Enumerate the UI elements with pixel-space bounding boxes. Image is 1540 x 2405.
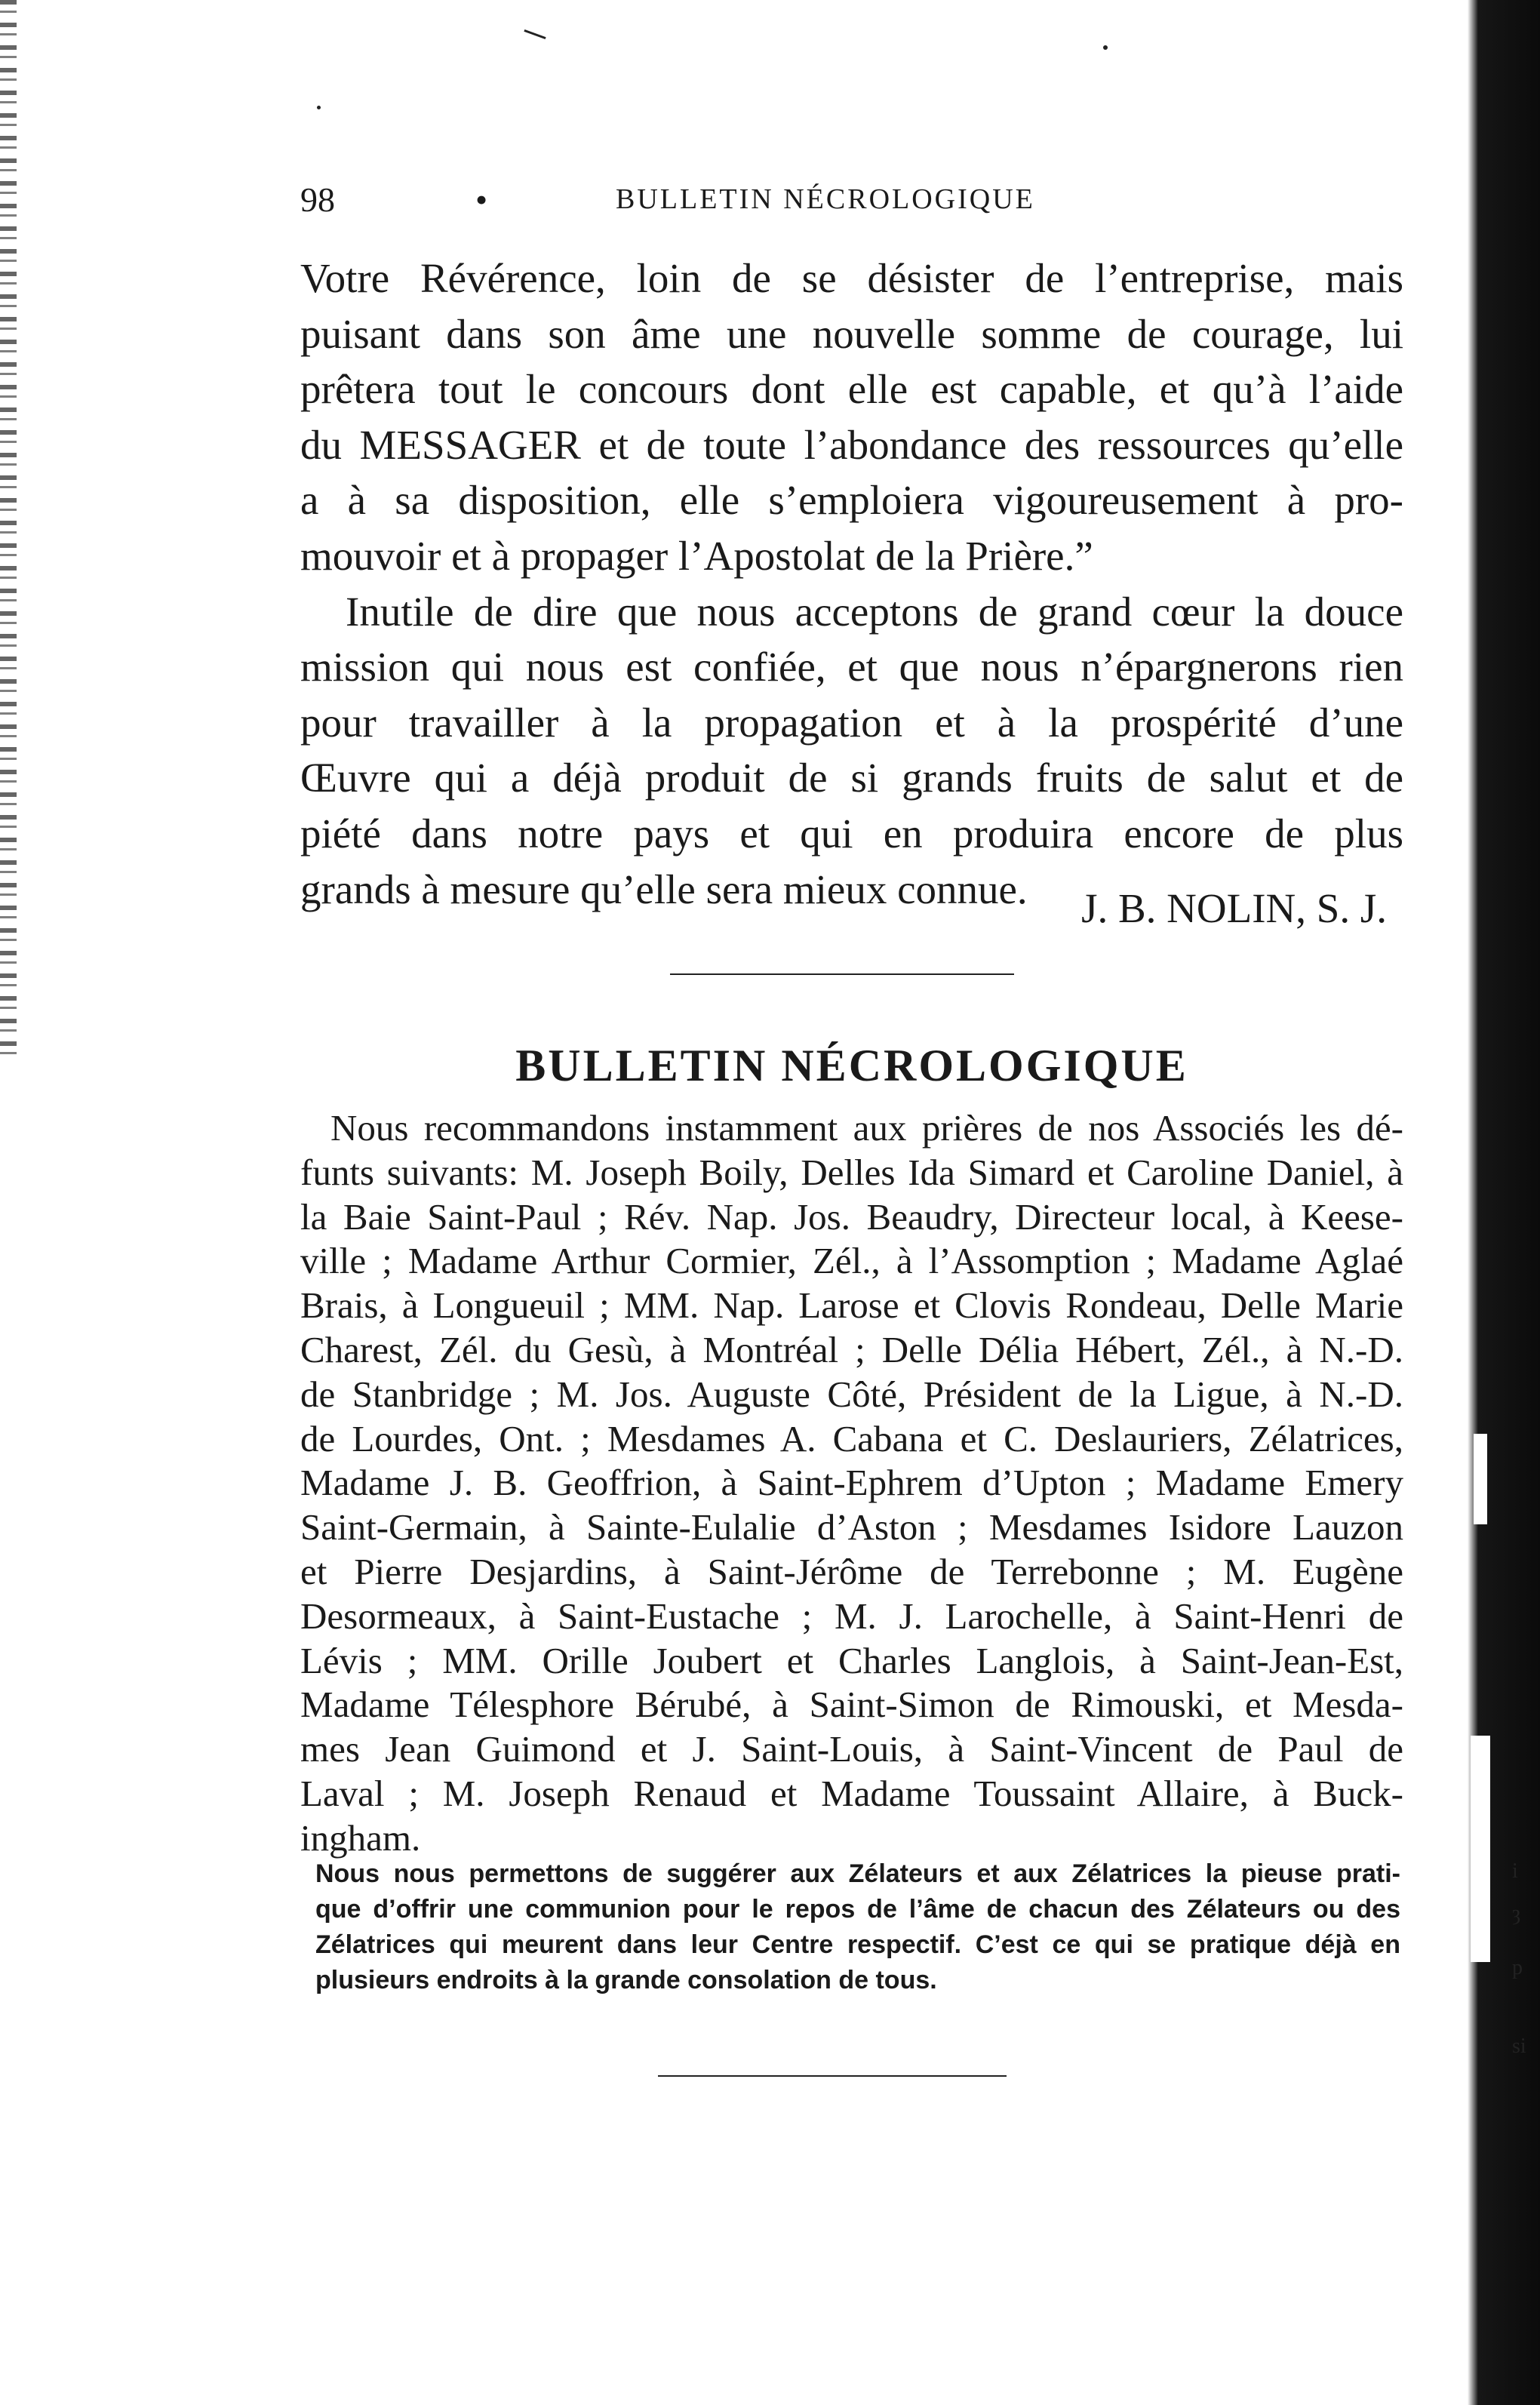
necrology-line: et Pierre Desjardins, à Saint-Jérôme de Terrebonne ; M. Eugène [300, 1550, 1403, 1592]
scan-speck [317, 106, 321, 109]
margin-fragment: i [1512, 1859, 1518, 1883]
text-line: pour travailler à la propagation et à la prospérité d’une [300, 699, 1403, 746]
letter-body [300, 251, 1403, 917]
running-head-title: BULLETIN NÉCROLOGIQUE [616, 183, 1035, 215]
necrology-line: Madame Télesphore Bérubé, à Saint-Simon de Rimouski, et Mesda- [300, 1684, 1403, 1726]
text-line: Œuvre qui a déjà produit de si grands fruits de salut et de [300, 755, 1403, 801]
necrology-line: la Baie Saint-Paul ; Rév. Nap. Jos. Beaudry, Directeur local, à Keese- [300, 1195, 1403, 1238]
scan-speck [1103, 45, 1108, 50]
necrology-line: ville ; Madame Arthur Cormier, Zél., à l’Assomption ; Madame Aglaé [300, 1240, 1403, 1282]
bottom-divider [658, 2075, 1007, 2077]
necrology-line: Laval ; M. Joseph Renaud et Madame Toussaint Allaire, à Buck- [300, 1772, 1403, 1814]
text-line: grands à mesure qu’elle sera mieux connue. [300, 866, 1028, 912]
text-line: mission qui nous est confiée, et que nous n’épargnerons rien [300, 644, 1403, 690]
necrology-line: ingham. [300, 1816, 421, 1859]
text-line: puisant dans son âme une nouvelle somme de courage, lui [300, 310, 1403, 357]
necrology-line: Nous recommandons instamment aux prières de nos Associés les dé- [330, 1107, 1403, 1149]
header-separator: • [475, 180, 488, 219]
necrology-body [300, 1106, 1403, 1861]
necrology-line: Charest, Zél. du Gesù, à Montréal ; Delle Délia Hébert, Zél., à N.-D. [300, 1328, 1403, 1370]
necrology-line: de Lourdes, Ont. ; Mesdames A. Cabana et C. Deslauriers, Zélatrices, [300, 1417, 1403, 1459]
necrology-line: de Stanbridge ; M. Jos. Auguste Côté, Président de la Ligue, à N.-D. [300, 1373, 1403, 1415]
necrology-line: Madame J. B. Geoffrion, à Saint-Ephrem d’Upton ; Madame Emery [300, 1462, 1403, 1504]
page-number: 98 [300, 180, 335, 219]
text-line: piété dans notre pays et qui en produira encore de plus [300, 810, 1403, 857]
text-line: mouvoir et à propager l’Apostolat de la Prière.” [300, 532, 1093, 579]
margin-fragment: si [1512, 2034, 1526, 2058]
scan-edge-notch [1471, 1736, 1490, 1962]
text-line: Votre Révérence, loin de se désister de l’entreprise, mais [300, 255, 1403, 301]
footnote-line: Nous nous permettons de suggérer aux Zélateurs et aux Zélatrices la pieuse prati- [315, 1859, 1400, 1888]
text-line: prêtera tout le concours dont elle est capable, et qu’à l’aide [300, 366, 1403, 413]
necrology-line: Brais, à Longueuil ; MM. Nap. Larose et Clovis Rondeau, Delle Marie [300, 1284, 1403, 1327]
necrology-line: funts suivants: M. Joseph Boily, Delles Ida Simard et Caroline Daniel, à [300, 1151, 1403, 1193]
margin-fragment: p [1512, 1956, 1523, 1979]
footnote-line: plusieurs endroits à la grande consolation de tous. [315, 1966, 937, 1994]
necrology-line: Lévis ; MM. Orille Joubert et Charles Langlois, à Saint-Jean-Est, [300, 1639, 1403, 1681]
text-line: du MESSAGER et de toute l’abondance des ressources qu’elle [300, 421, 1403, 468]
necrology-line: Desormeaux, à Saint-Eustache ; M. J. Larochelle, à Saint-Henri de [300, 1595, 1403, 1637]
text-line: a à sa disposition, elle s’emploiera vigoureusement à pro- [300, 477, 1403, 524]
section-title: BULLETIN NÉCROLOGIQUE [515, 1041, 1188, 1090]
section-divider [670, 973, 1014, 975]
text-line: Inutile de dire que nous acceptons de grand cœur la douce [346, 588, 1403, 635]
margin-fragment: ȝ [1512, 1902, 1521, 1925]
running-header [300, 180, 1403, 225]
scan-speck [524, 29, 546, 39]
scan-left-edge [0, 0, 17, 1056]
scan-edge-notch [1474, 1434, 1487, 1524]
footnote-line: que d’offrir une communion pour le repos de l’âme de chacun des Zélateurs ou des [315, 1895, 1400, 1924]
necrology-line: Saint-Germain, à Sainte-Eulalie d’Aston ; Mesdames Isidore Lauzon [300, 1506, 1403, 1548]
footnote [315, 1856, 1400, 1998]
signature: J. B. NOLIN, S. J. [1081, 885, 1387, 931]
necrology-line: mes Jean Guimond et J. Saint-Louis, à Saint-Vincent de Paul de [300, 1728, 1403, 1770]
scan-right-edge [1455, 0, 1540, 2405]
footnote-line: Zélatrices qui meurent dans leur Centre respectif. C’est ce qui se pratique déjà en [315, 1930, 1400, 1959]
